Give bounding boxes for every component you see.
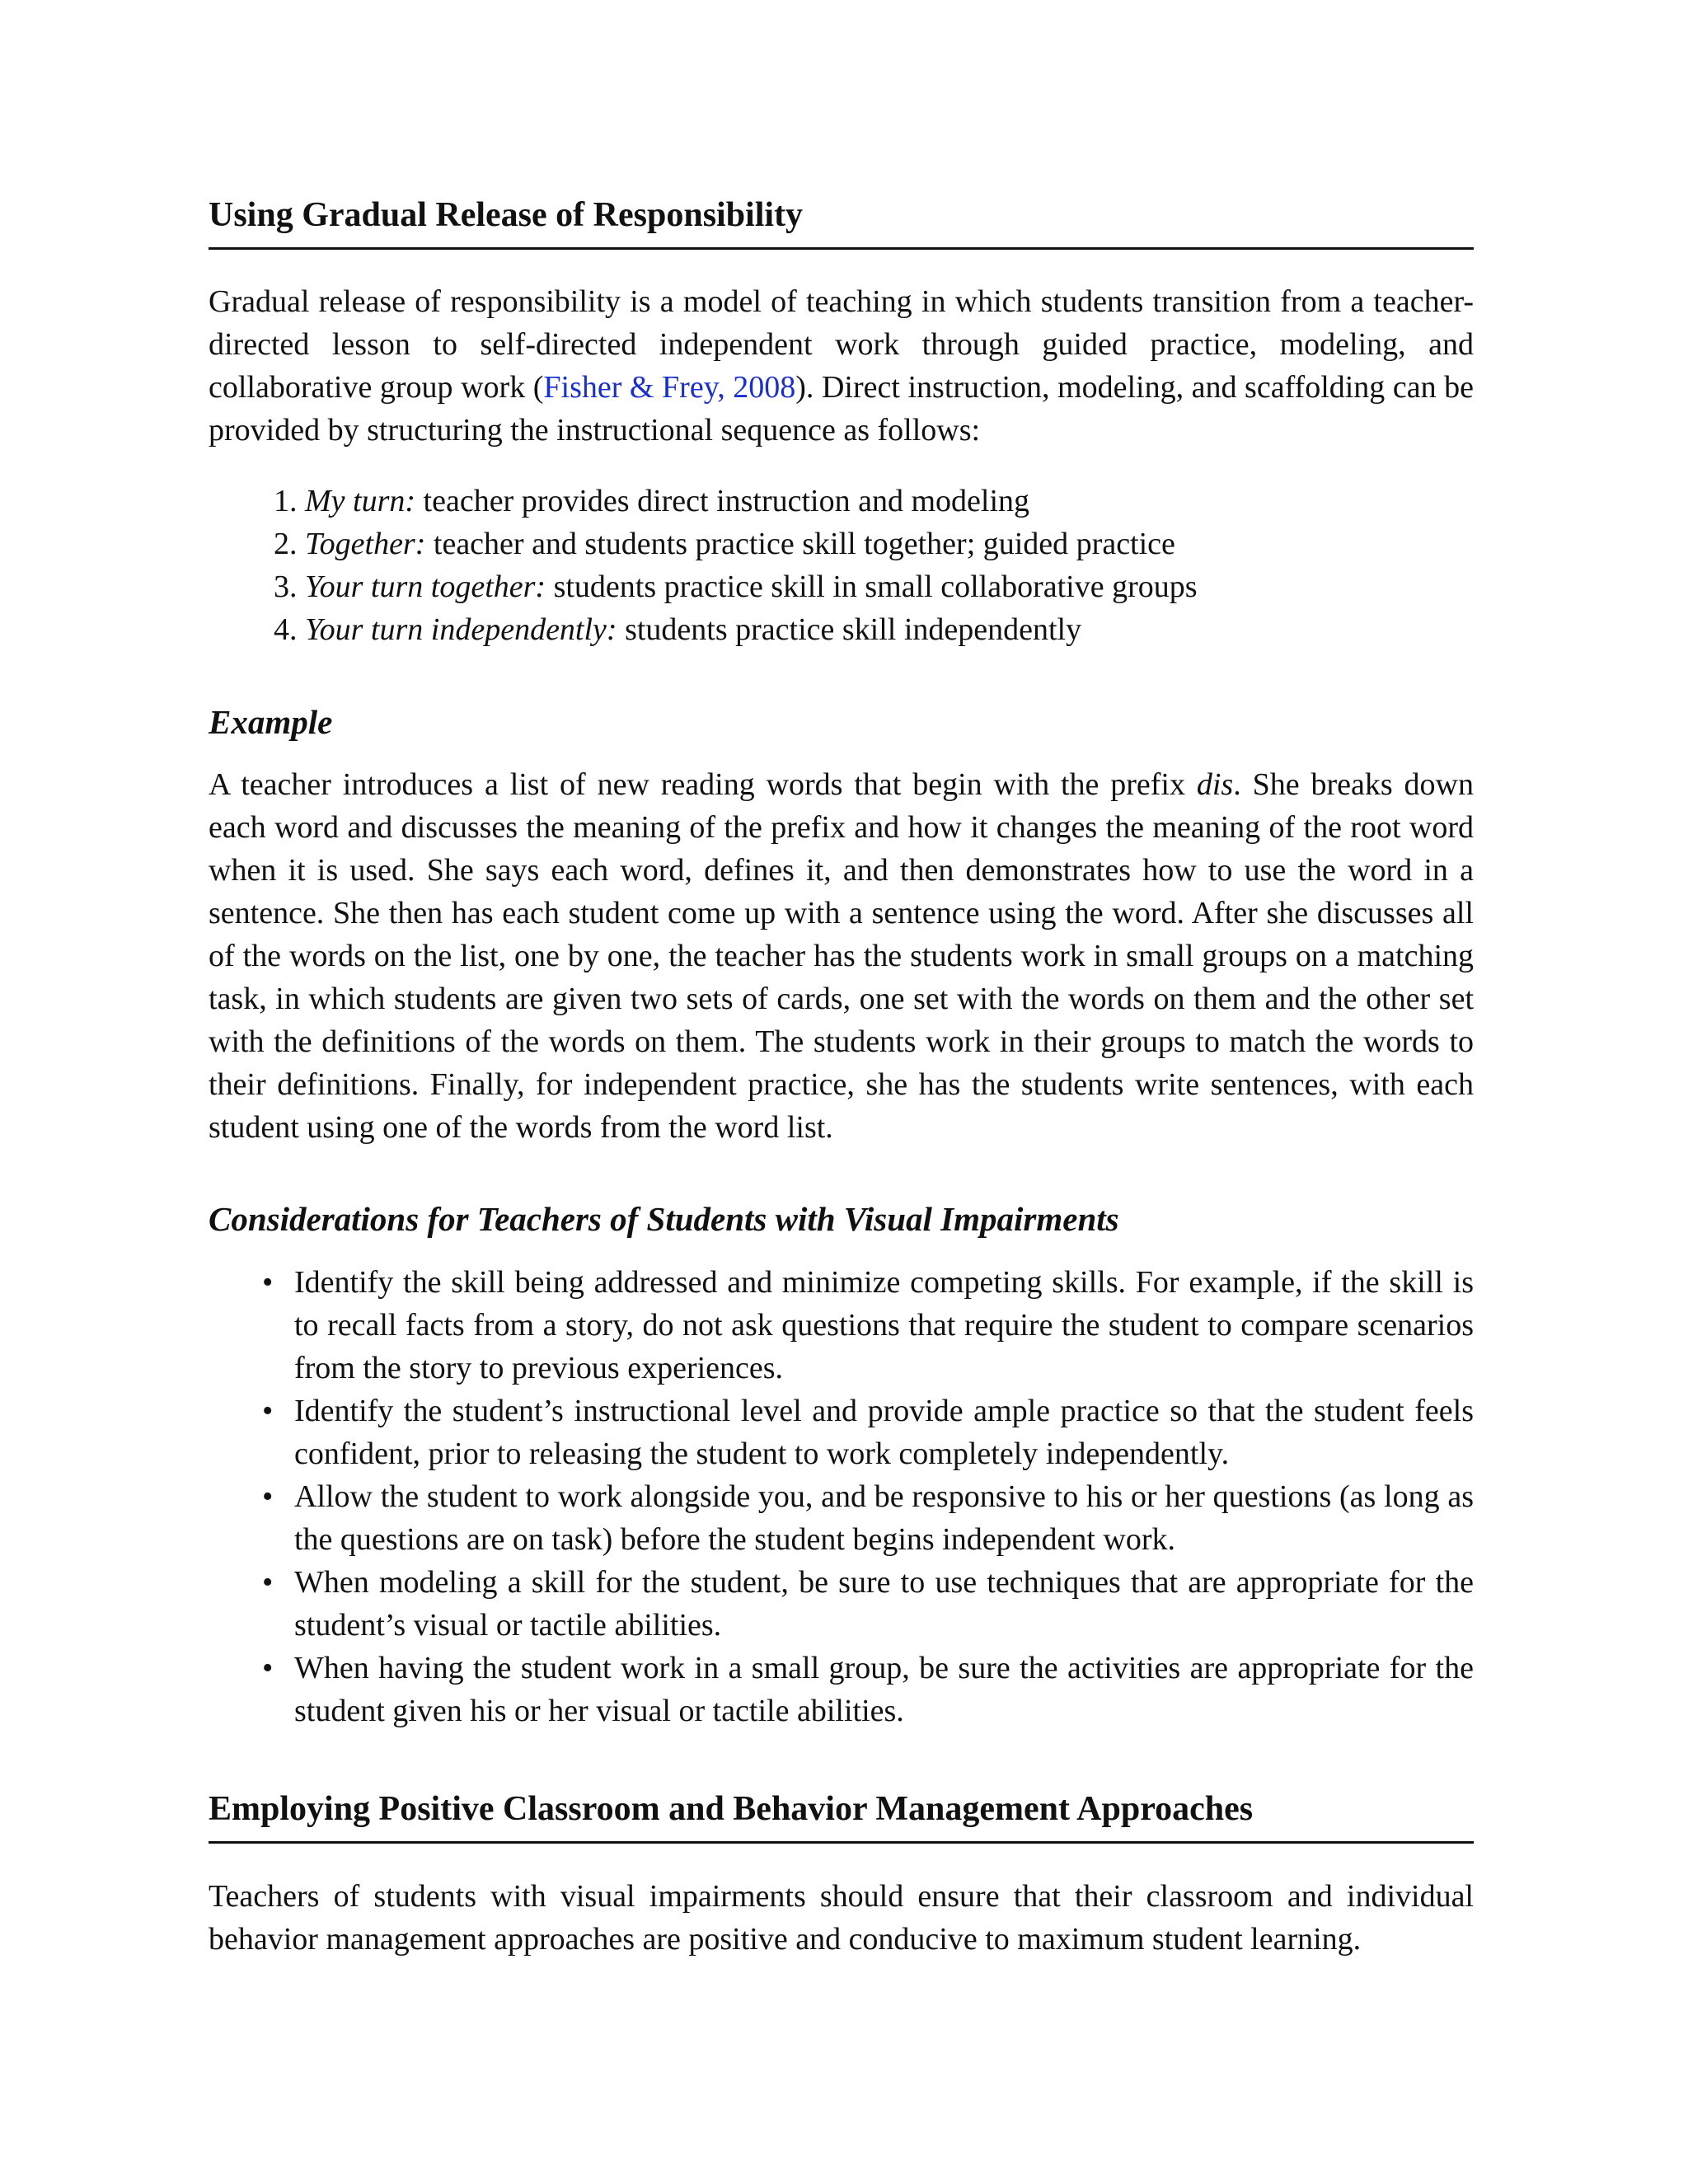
bullet-icon: •: [262, 1265, 274, 1300]
list-item: [209, 1475, 1474, 1561]
bullet-icon: •: [262, 1394, 274, 1428]
prefix-term: dis: [1196, 767, 1234, 802]
list-item: [209, 1561, 1474, 1647]
list-item: [209, 1647, 1474, 1732]
example-text-start: A teacher introduces a list of new reading words that begin with the prefix: [209, 767, 1197, 802]
step-label: Your turn together:: [305, 569, 546, 604]
citation-link[interactable]: Fisher & Frey, 2008: [543, 370, 796, 405]
step-number: 3.: [274, 569, 298, 604]
step-number: 1.: [274, 484, 298, 518]
example-heading: Example: [209, 703, 333, 741]
section-heading-gradual-release: Using Gradual Release of Responsibility: [209, 194, 1474, 250]
example-paragraph: [209, 763, 1474, 1149]
step-label: Together:: [305, 527, 426, 561]
step-label: My turn:: [305, 484, 416, 518]
bullet-icon: •: [262, 1565, 274, 1600]
consideration-text: Identify the student’s instructional level and provide ample practice so that the student feels confident, prior to releasing the student to work completely independently.: [294, 1394, 1474, 1471]
list-item: [209, 1390, 1474, 1475]
step-text: students practice skill in small collaborative groups: [553, 569, 1198, 604]
intro-text-start: Gradual release of responsibility is a model of teaching in which students transition from a teacher-directed lesson to self-directed independent work through guided practice, modeling, and collaborative group work (: [209, 284, 1474, 405]
list-item: [209, 480, 1474, 523]
instruction-steps-list: [209, 480, 1474, 651]
consideration-text: When having the student work in a small group, be sure the activities are appropriate for the student given his or her visual or tactile abilities.: [294, 1651, 1474, 1728]
intro-paragraph: [209, 280, 1474, 452]
behavior-management-paragraph: Teachers of students with visual impairments should ensure that their classroom and individual behavior management approaches are positive and conducive to maximum student learning.: [209, 1879, 1474, 1957]
section-heading-behavior-management: Employing Positive Classroom and Behavior Management Approaches: [209, 1788, 1474, 1844]
example-text-end: . She breaks down each word and discusses the meaning of the prefix and how it changes the meaning of the root word when it is used. She says each word, defines it, and then demonstrates how to use the word in a sentence. She then has each student come up with a sentence using the word. After she discusses all of the words on the list, one by one, the teacher has the students work in small groups on a matching task, in which students are given two sets of cards, one set with the words on them and the other set with the definitions of the words on them. The students work in their groups to match the words to their definitions. Finally, for independent practice, she has the students write sentences, with each student using one of the words from the word list.: [209, 767, 1474, 1145]
step-text: teacher and students practice skill together; guided practice: [433, 527, 1175, 561]
list-item: [209, 565, 1474, 608]
list-item: [209, 608, 1474, 651]
step-text: students practice skill independently: [625, 612, 1082, 647]
step-number: 4.: [274, 612, 298, 647]
considerations-heading: Considerations for Teachers of Students with Visual Impairments: [209, 1200, 1119, 1238]
step-text: teacher provides direct instruction and modeling: [423, 484, 1030, 518]
list-item: [209, 1261, 1474, 1390]
consideration-text: When modeling a skill for the student, be sure to use techniques that are appropriate for the student’s visual or tactile abilities.: [294, 1565, 1474, 1643]
considerations-list: [209, 1261, 1474, 1732]
consideration-text: Identify the skill being addressed and minimize competing skills. For example, if the skill is to recall facts from a story, do not ask questions that require the student to compare scenarios from the story to previous experiences.: [294, 1265, 1474, 1385]
step-number: 2.: [274, 527, 298, 561]
bullet-icon: •: [262, 1651, 274, 1685]
step-label: Your turn independently:: [305, 612, 617, 647]
intro-text-end: ). Direct instruction, modeling, and scaffolding can be provided by structuring the instructional sequence as follows:: [209, 370, 1474, 448]
consideration-text: Allow the student to work alongside you, and be responsive to his or her questions (as long as the questions are on task) before the student begins independent work.: [294, 1479, 1474, 1557]
bullet-icon: •: [262, 1479, 274, 1514]
list-item: [209, 523, 1474, 565]
